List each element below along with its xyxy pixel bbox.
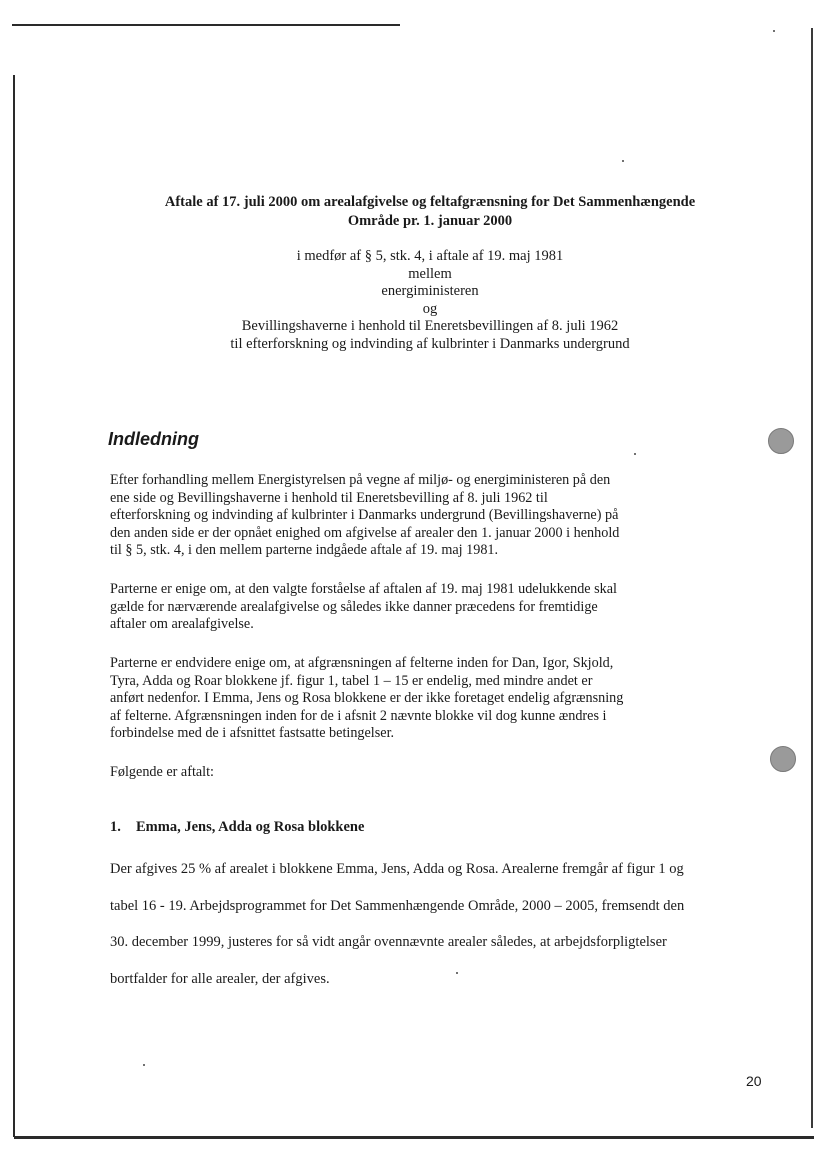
paragraph-line: efterforskning og indvinding af kulbrinter i Danmarks undergrund (Bevillingshaverne) på <box>110 507 619 523</box>
paragraph-line: til § 5, stk. 4, i den mellem parterne indgåede aftale af 19. maj 1981. <box>110 542 499 558</box>
subtitle-line: energiministeren <box>381 283 479 299</box>
scan-border-bottom <box>14 1136 814 1139</box>
document-subtitle <box>110 248 750 353</box>
paragraph-line: den anden side er der opnået enighed om afgivelse af arealer den 1. januar 2000 i henhold <box>110 524 620 541</box>
subtitle-line: mellem <box>408 265 452 282</box>
paragraph <box>110 764 730 782</box>
subtitle-line: Bevillingshaverne i henhold til Eneretsbevillingen af 8. juli 1962 <box>241 318 619 334</box>
paragraph <box>110 581 730 634</box>
document-title <box>110 193 750 231</box>
subtitle-line: og <box>422 300 438 317</box>
section-number: 1. <box>110 819 121 835</box>
section-title: Emma, Jens, Adda og Rosa blokkene <box>136 819 365 835</box>
paragraph <box>110 655 730 743</box>
scan-border-right <box>811 28 813 1128</box>
paragraph-line: aftaler om arealafgivelse. <box>110 616 254 632</box>
section-line: 30. december 1999, justeres for så vidt angår ovennævnte arealer således, at arbejdsforpligtelser <box>110 934 667 950</box>
section-1-heading <box>110 819 364 836</box>
paragraph-line: Følgende er aftalt: <box>110 764 215 780</box>
subtitle-line: i medfør af § 5, stk. 4, i aftale af 19. maj 1981 <box>296 248 564 264</box>
scan-border-left <box>13 75 15 1137</box>
section-1-body <box>110 851 770 997</box>
section-line: tabel 16 - 19. Arbejdsprogrammet for Det Sammenhængende Område, 2000 – 2005, fremsendt den <box>110 897 685 914</box>
paragraph-line: anført nedenfor. I Emma, Jens og Rosa blokkene er der ikke foretaget endelig afgrænsning <box>110 690 624 706</box>
scan-border-top <box>12 24 400 26</box>
subtitle-line: til efterforskning og indvinding af kulbrinter i Danmarks undergrund <box>230 335 630 352</box>
paragraph-line: af felterne. Afgrænsningen inden for de i afsnit 2 nævnte blokke vil dog kunne ændres i <box>110 707 607 724</box>
paragraph-line: gælde for nærværende arealafgivelse og således ikke danner præcedens for fremtidige <box>110 598 598 615</box>
paragraph-line: ene side og Bevillingshaverne i henhold til Eneretsbevilling af 8. juli 1962 til <box>110 489 548 506</box>
punch-hole-lower <box>770 746 796 772</box>
paragraph-line: forbindelse med de i afsnittet fastsatte betingelser. <box>110 725 395 741</box>
punch-hole-upper <box>768 428 794 454</box>
title-line: Område pr. 1. januar 2000 <box>347 213 513 229</box>
paragraph-line: Efter forhandling mellem Energistyrelsen på vegne af miljø- og energiministeren på den <box>110 472 611 488</box>
paragraph-line: Parterne er endvidere enige om, at afgrænsningen af felterne inden for Dan, Igor, Skjold, <box>110 655 614 671</box>
paragraph <box>110 472 730 560</box>
scan-speck <box>634 453 636 455</box>
scan-speck <box>622 160 624 162</box>
scan-speck <box>143 1064 145 1066</box>
paragraph-line: Tyra, Adda og Roar blokkene jf. figur 1, tabel 1 – 15 er endelig, med mindre andet er <box>110 672 593 689</box>
scan-speck <box>773 30 775 32</box>
section-line: Der afgives 25 % af arealet i blokkene Emma, Jens, Adda og Rosa. Arealerne fremgår af figur 1 og <box>110 861 684 877</box>
section-heading-indledning: Indledning <box>108 429 199 449</box>
section-line: bortfalder for alle arealer, der afgives. <box>110 970 330 987</box>
paragraph-line: Parterne er enige om, at den valgte forståelse af aftalen af 19. maj 1981 udelukkende skal <box>110 581 618 597</box>
title-line: Aftale af 17. juli 2000 om arealafgivelse og feltafgrænsning for Det Sammenhængende <box>164 194 696 210</box>
page-number: 20 <box>746 1073 762 1089</box>
